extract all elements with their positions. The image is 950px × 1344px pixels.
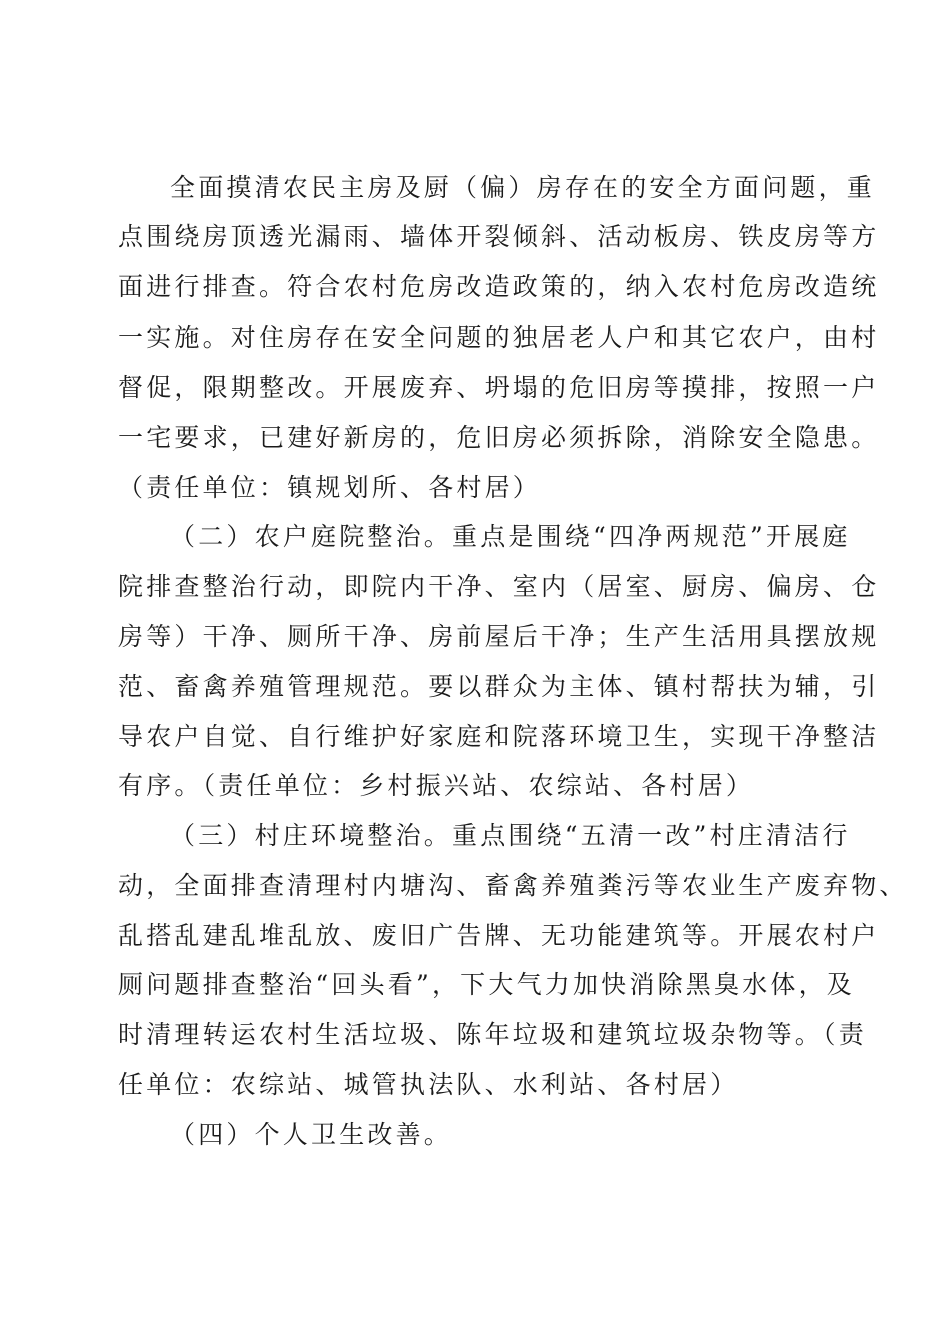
paragraph-line: 院排查整治行动，即院内干净、室内（居室、厨房、偏房、仓 xyxy=(118,572,880,601)
paragraph-line: 房等）干净、厕所干净、房前屋后干净；生产生活用具摆放规 xyxy=(118,622,880,651)
section-heading-2: （二）农户庭院整治。重点是围绕“四净两规范”开展庭 xyxy=(170,522,851,551)
paragraph-line: 面进行排查。符合农村危房改造政策的，纳入农村危房改造统 xyxy=(118,272,880,301)
paragraph-line: 导农户自觉、自行维护好家庭和院落环境卫生，实现干净整洁 xyxy=(118,722,880,751)
responsibility-line: （责任单位：镇规划所、各村居） xyxy=(118,473,542,502)
paragraph-line: 全面摸清农民主房及厨（偏）房存在的安全方面问题，重 xyxy=(170,173,876,202)
paragraph-line: 督促，限期整改。开展废弃、坍塌的危旧房等摸排，按照一户 xyxy=(118,373,880,402)
section-heading-4: （四）个人卫生改善。 xyxy=(170,1120,453,1149)
responsibility-line: 有序。（责任单位：乡村振兴站、农综站、各村居） xyxy=(118,771,755,800)
paragraph-line: 一宅要求，已建好新房的，危旧房必须拆除，消除安全隐患。 xyxy=(118,423,880,452)
paragraph-line: 时清理转运农村生活垃圾、陈年垃圾和建筑垃圾杂物等。（责 xyxy=(118,1020,867,1049)
paragraph-line: 厕问题排查整治“回头看”，下大气力加快消除黑臭水体，及 xyxy=(118,970,855,999)
responsibility-line: 任单位：农综站、城管执法队、水利站、各村居） xyxy=(118,1070,739,1099)
paragraph-line: 一实施。对住房存在安全问题的独居老人户和其它农户，由村 xyxy=(118,323,880,352)
paragraph-line: 乱搭乱建乱堆乱放、废旧广告牌、无功能建筑等。开展农村户 xyxy=(118,921,880,950)
paragraph-line: 范、畜禽养殖管理规范。要以群众为主体、镇村帮扶为辅，引 xyxy=(118,672,880,701)
paragraph-line: 点围绕房顶透光漏雨、墙体开裂倾斜、活动板房、铁皮房等方 xyxy=(118,222,880,251)
section-heading-3: （三）村庄环境整治。重点围绕“五清一改”村庄清洁行 xyxy=(170,821,851,850)
paragraph-line: 动，全面排查清理村内塘沟、畜禽养殖粪污等农业生产废弃物、 xyxy=(118,871,908,900)
